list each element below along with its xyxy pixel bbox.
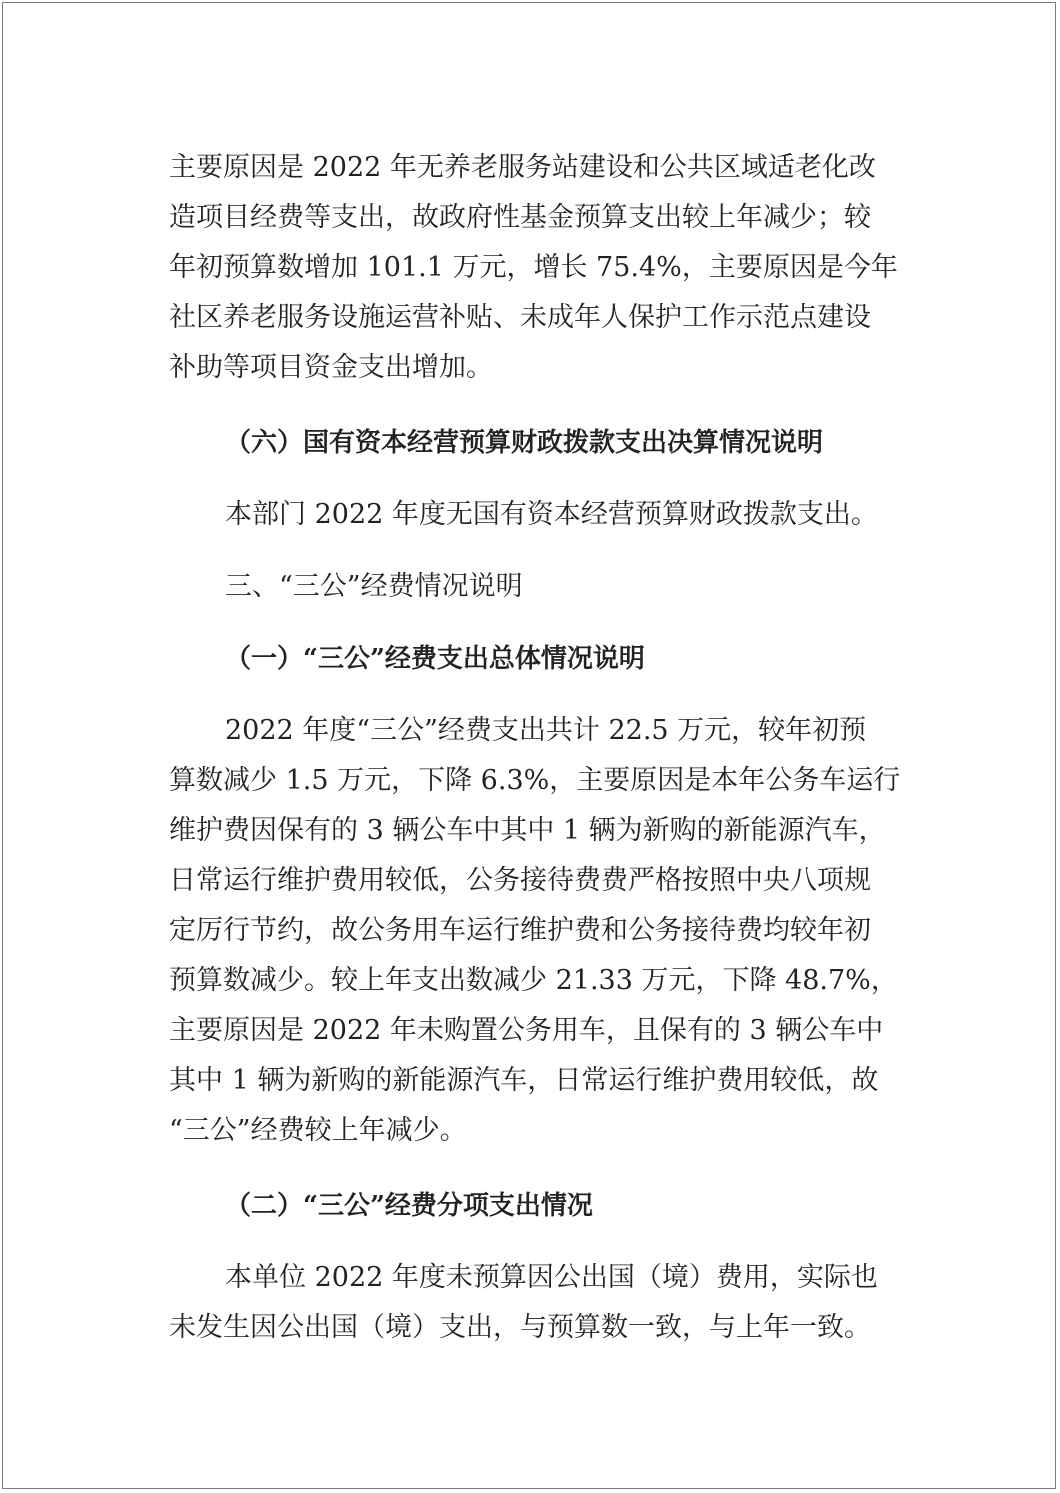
text-line: 本单位 2022 年度未预算因公出国（境）费用，实际也 <box>225 1262 878 1293</box>
page <box>2 2 1056 1489</box>
paragraph-overseas-travel <box>169 1253 901 1353</box>
paragraph-state-capital: 本部门 2022 年度无国有资本经营预算财政拨款支出。 <box>225 499 878 530</box>
section-heading-6: （六）国有资本经营预算财政拨款支出决算情况说明 <box>225 428 824 458</box>
text-line: 造项目经费等支出，故政府性基金预算支出较上年减少；较 <box>169 202 871 233</box>
paragraph-three-public-overview <box>169 706 901 1156</box>
text-line: 维护费因保有的 3 辆公车中其中 1 辆为新购的新能源汽车， <box>169 815 886 846</box>
text-line: “三公”经费较上年减少。 <box>169 1115 467 1146</box>
text-line: 未发生因公出国（境）支出，与预算数一致，与上年一致。 <box>169 1312 871 1343</box>
document-body <box>169 143 901 1353</box>
text-line: 主要原因是 2022 年未购置公务用车，且保有的 3 辆公车中 <box>169 1015 884 1046</box>
section-heading-1: （一）“三公”经费支出总体情况说明 <box>225 644 645 674</box>
text-line: 社区养老服务设施运营补贴、未成年人保护工作示范点建设 <box>169 302 871 333</box>
text-line: 日常运行维护费用较低，公务接待费费严格按照中央八项规 <box>169 865 871 896</box>
text-line: 补助等项目资金支出增加。 <box>169 352 493 383</box>
text-line: 算数减少 1.5 万元，下降 6.3%，主要原因是本年公务车运行 <box>169 765 901 796</box>
text-line: 年初预算数增加 101.1 万元，增长 75.4%，主要原因是今年 <box>169 252 898 283</box>
text-line: 主要原因是 2022 年无养老服务站建设和公共区域适老化改 <box>169 152 876 183</box>
section-title-3: 三、“三公”经费情况说明 <box>225 571 523 602</box>
text-line: 预算数减少。较上年支出数减少 21.33 万元，下降 48.7%， <box>169 965 898 996</box>
section-heading-2: （二）“三公”经费分项支出情况 <box>225 1191 593 1221</box>
paragraph-budget-explanation <box>169 143 901 393</box>
text-line: 定厉行节约，故公务用车运行维护费和公务接待费均较年初 <box>169 915 871 946</box>
text-line: 其中 1 辆为新购的新能源汽车，日常运行维护费用较低，故 <box>169 1065 879 1096</box>
text-line: 2022 年度“三公”经费支出共计 22.5 万元，较年初预 <box>225 715 867 746</box>
